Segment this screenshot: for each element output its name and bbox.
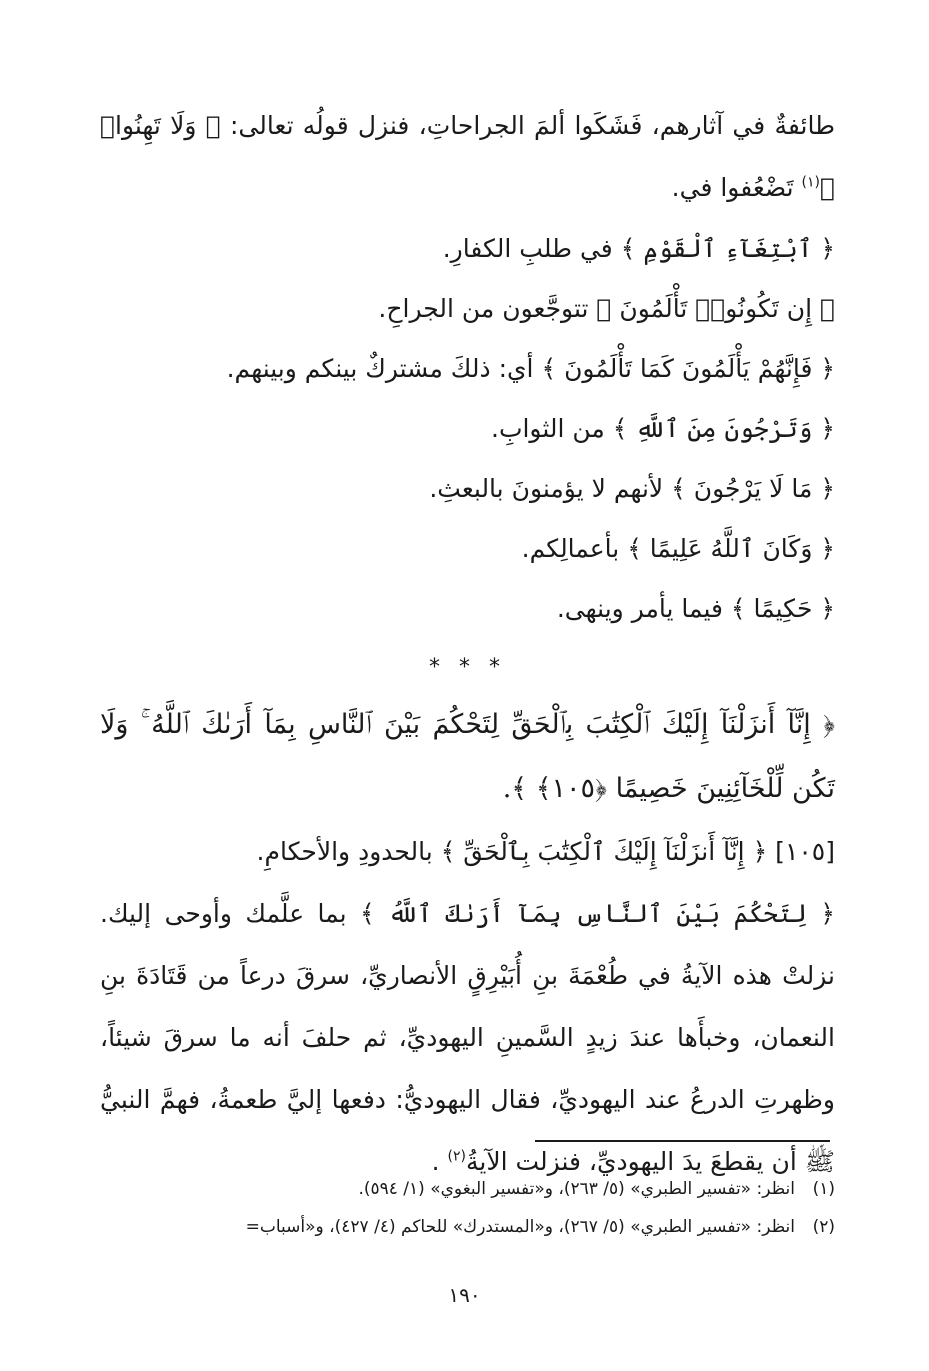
- gloss-text: بأعمالِكم.: [521, 534, 620, 563]
- verse-gloss: [100, 821, 835, 883]
- gloss-item: [100, 519, 835, 579]
- gloss-item: [100, 459, 835, 519]
- gloss-list: [100, 219, 835, 639]
- opening-line: طائفةٌ في آثارهم، فَشَكَوا ألمَ الجراحاتِ، فنزل قولُه تعالى: ﴿ وَلَا تَهِنُوا۟ ﴾: [100, 111, 835, 202]
- gloss-item: [100, 279, 835, 339]
- opening-tail: تَضْعُفوا في.: [671, 173, 794, 202]
- quran-phrase: ﴿ فَإِنَّهُمْ يَأْلَمُونَ كَمَا تَأْلَمُونَ ﴾: [541, 354, 835, 383]
- explanation-end: .: [431, 1147, 440, 1176]
- footnote-item: [100, 1208, 835, 1246]
- opening-paragraph: [100, 95, 835, 219]
- explanation-text: بما علَّمك وأوحى إليك. نزلتْ هذه الآيةُ في طُعْمَةَ بنِ أُبَيْرِقٍ الأنصاريِّ، سرقَ درعاً من قَتَادَةَ بنِ النعمان، وخبأَها عندَ زيدٍ السَّمينِ اليهوديِّ، ثم حلفَ أنه ما سرقَ شيئاً، وظهرتِ الدرعُ عند اليهوديِّ، فقال اليهوديُّ: دفعها إليَّ طعمةُ، فهمَّ النبيُّ ﷺ أن يقطعَ يدَ اليهوديِّ، فنزلت الآيةُ: [100, 899, 835, 1176]
- gloss-item: [100, 339, 835, 399]
- footnote-ref-2[interactable]: (٢): [447, 1148, 466, 1165]
- gloss-item: [100, 219, 835, 279]
- footnote-text: انظر: «تفسير الطبري» (٥/ ٢٦٣)، و«تفسير البغوي» (١/ ٥٩٤).: [358, 1179, 795, 1199]
- section-separator: * * *: [429, 655, 506, 680]
- gloss-text: فيما يأمر وينهى.: [556, 594, 723, 623]
- quran-phrase: ﴿ لِتَحْكُمَ بَيْنَ ٱلنَّاسِ بِمَآ أَرَىٰكَ ٱللَّهُ ﴾: [360, 899, 835, 928]
- explanation-paragraph: [100, 883, 835, 1193]
- footnote-divider: [535, 1140, 830, 1142]
- quran-phrase: ﴿ وَكَانَ ٱللَّهُ عَلِيمًا ﴾: [627, 534, 835, 563]
- gloss-text: لأنهم لا يؤمنونَ بالبعثِ.: [429, 474, 664, 503]
- footnote-text: انظر: «تفسير الطبري» (٥/ ٢٦٧)، و«المستدرك» للحاكم (٤/ ٤٢٧)، و«أسباب=: [245, 1217, 795, 1237]
- quran-phrase: ﴿ إِنَّآ أَنزَلْنَآ إِلَيْكَ ٱلْكِتَٰبَ بِٱلْحَقِّ ﴾: [440, 837, 768, 866]
- page-number: ١٩٠: [448, 1283, 481, 1307]
- gloss-text: أي: ذلكَ مشتركٌ بينكم وبينهم.: [226, 354, 534, 383]
- gloss-text: من الثوابِ.: [491, 414, 605, 443]
- footnote-ref-1[interactable]: (١): [801, 174, 820, 191]
- gloss-text: بالحدودِ والأحكامِ.: [256, 837, 433, 866]
- footnote-item: [100, 1170, 835, 1208]
- quran-verse: ﴿ إِنَّآ أَنزَلْنَآ إِلَيْكَ ٱلْكِتَٰبَ بِٱلْحَقِّ لِتَحْكُمَ بَيْنَ ٱلنَّاسِ بِمَآ أَرَىٰكَ ٱللَّهُ ۚ وَلَا تَكُن لِّلْخَآئِنِينَ خَصِيمًا ﴿١٠٥﴾ ﴾.: [100, 709, 835, 804]
- footnote-number: (١): [812, 1179, 835, 1199]
- verse-number: [١٠٥]: [775, 837, 835, 866]
- footnote-number: (٢): [812, 1217, 835, 1237]
- gloss-item: [100, 399, 835, 459]
- gloss-text: تتوجَّعون من الجراحِ.: [378, 294, 589, 323]
- gloss-item: [100, 579, 835, 639]
- quran-phrase: ﴿ حَكِيمًا ﴾: [730, 594, 835, 623]
- quran-phrase: ﴿ إِن تَكُونُوا۟ تَأْلَمُونَ ﴾: [596, 294, 835, 323]
- quran-phrase: ﴿ وَتَرْجُونَ مِنَ ٱللَّهِ ﴾: [612, 414, 835, 443]
- gloss-text: في طلبِ الكفارِ.: [442, 234, 613, 263]
- page-body: [100, 95, 835, 1193]
- footnotes: [100, 1170, 835, 1246]
- quran-phrase: ﴿ ٱبْتِغَآءِ ٱلْقَوْمِ ﴾: [620, 234, 835, 263]
- quran-phrase: ﴿ مَا لَا يَرْجُونَ ﴾: [671, 474, 835, 503]
